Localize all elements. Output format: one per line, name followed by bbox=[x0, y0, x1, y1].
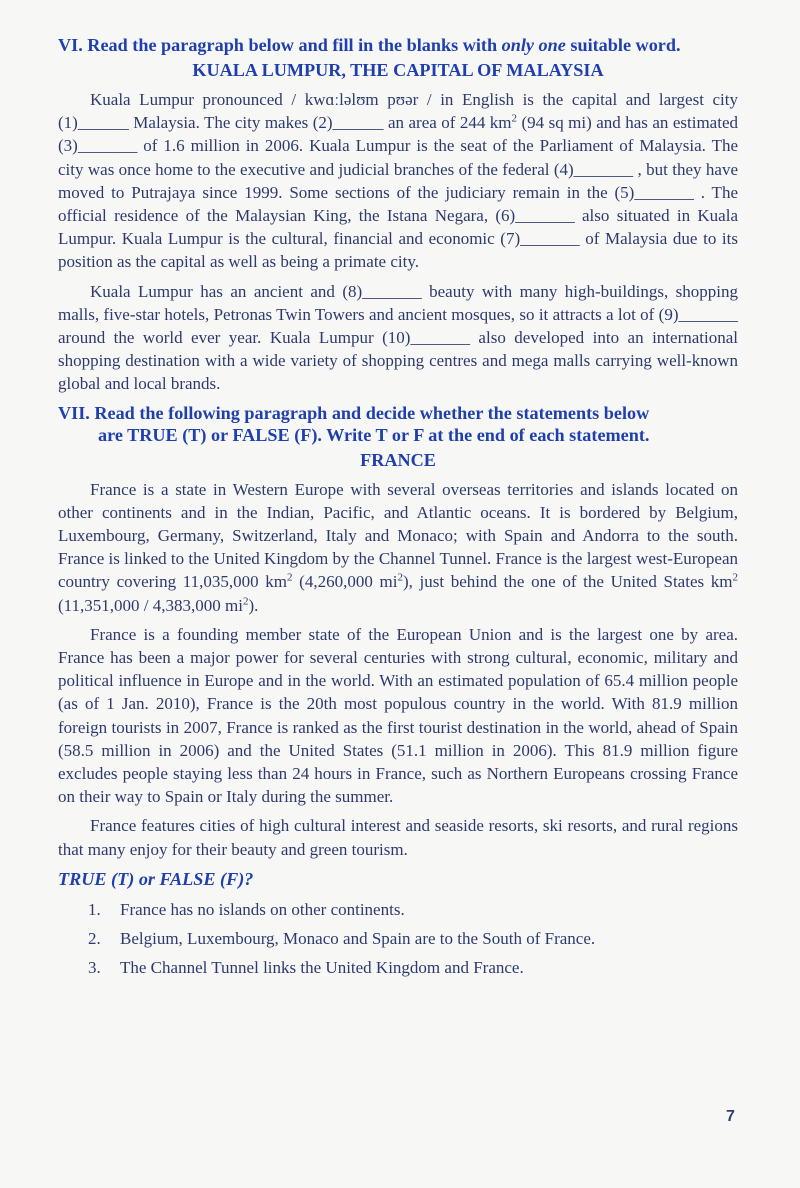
statement-number: 2. bbox=[88, 928, 101, 948]
section-7-instruction-line-2: are TRUE (T) or FALSE (F). Write T or F at the end of each statement. bbox=[98, 424, 650, 445]
kl-p1-text-cont: (94 sq mi) and has an estimated (3)_______ of 1.6 million in 2006. Kuala Lumpur is the seat of the Parliament of Malaysia. The city was once home to the executive and judicial branches of the federal (4)_______ , but they have moved to Putrajaya since 1999. Some sections of the judiciary remain in the (5)_______ . The official residence of the Malaysian King, the Istana Negara, (6)_______ also situated in Kuala Lumpur. Kuala Lumpur is the cultural, financial and economic (7)_______ of Malaysia due to its position as the capital as well as being a primate city. bbox=[58, 113, 738, 272]
kl-p1-text: Kuala Lumpur pronounced / kwɑːləlʊm pʊər / in English is the capital and largest city (1)______ Malaysia. The city makes (2)______ an area of 244 km bbox=[58, 90, 738, 133]
page-number: 7 bbox=[726, 1108, 735, 1125]
fr-p1-text-b: (4,260,000 mi bbox=[292, 572, 398, 592]
section-6-instruction-text: VI. Read the paragraph below and fill in the blanks with bbox=[58, 35, 502, 55]
kuala-lumpur-paragraph-1 bbox=[58, 88, 738, 274]
section-6-instruction-emphasis: only one bbox=[501, 35, 566, 55]
kuala-lumpur-paragraph-2: Kuala Lumpur has an ancient and (8)_______ beauty with many high-buildings, shopping malls, five-star hotels, Petronas Twin Towers and ancient mosques, so it attracts a lot of (9)_______ around the world ever year. Kuala Lumpur (10)_______ also developed into an international shopping destination with a wide variety of shopping centres and mega malls carrying well-known global and local brands. bbox=[58, 281, 738, 394]
france-paragraph-3: France features cities of high cultural interest and seaside resorts, ski resorts, and rural regions that many enjoy for their beauty and green tourism. bbox=[58, 816, 738, 859]
section-7-instruction-line-1: VII. Read the following paragraph and decide whether the statements below bbox=[58, 402, 650, 423]
fr-p1-sup-b: 2 bbox=[397, 571, 403, 584]
statement-text: Belgium, Luxembourg, Monaco and Spain are to the South of France. bbox=[120, 928, 596, 948]
list-item bbox=[88, 953, 738, 982]
statement-number: 3. bbox=[88, 957, 101, 977]
fr-p1-sup-a: 2 bbox=[287, 571, 293, 584]
fr-p1-text-a: France is a state in Western Europe with several overseas territories and islands located on other continents and in the Indian, Pacific, and Atlantic oceans. It is bordered by Belgium, Luxembourg, Germany, Switzerland, Italy and Monaco; with Spain and Andorra to the south. France is linked to the United Kingdom by the Channel Tunnel. France is the largest west-European country covering 11,035,000 km bbox=[58, 479, 738, 592]
true-false-title: TRUE (T) or FALSE (F)? bbox=[58, 868, 254, 889]
fr-p1-text-e: ). bbox=[248, 595, 259, 615]
true-false-statements bbox=[58, 895, 738, 982]
fr-p1-sup-d: 2 bbox=[242, 595, 249, 607]
page-content bbox=[58, 34, 738, 982]
fr-p1-sup-c: 2 bbox=[732, 571, 738, 584]
fr-p1-text-d: (11,351,000 / 4,383,000 mi bbox=[58, 595, 243, 615]
statement-text: France has no islands on other continents. bbox=[120, 899, 405, 919]
france-paragraph-2: France is a founding member state of the European Union and is the largest one by area. France has been a major power for several centuries with strong cultural, economic, military and political influence in Europe and in the world. With an estimated population of 65.4 million people (as of 1 Jan. 2010), France is the 20th most populous country in the world. With 81.9 million foreign tourists in 2007, France is ranked as the first tourist destination in the world, ahead of Spain (58.5 million in 2006) and the United States (51.1 million in 2006). This 81.9 million figure excludes people staying less than 24 hours in France, such as Northern Europeans crossing France on their way to Spain or Italy during the summer. bbox=[58, 624, 738, 807]
france-heading: FRANCE bbox=[360, 449, 436, 470]
france-paragraph-1 bbox=[58, 478, 738, 617]
section-6-instruction-text-end: suitable word. bbox=[565, 35, 681, 55]
statement-text: The Channel Tunnel links the United Kingdom and France. bbox=[120, 957, 524, 977]
fr-p1-text-c: ), just behind the one of the United States km bbox=[402, 572, 733, 592]
list-item bbox=[88, 895, 738, 924]
statement-number: 1. bbox=[88, 899, 101, 919]
list-item bbox=[88, 924, 738, 953]
kuala-lumpur-heading: KUALA LUMPUR, THE CAPITAL OF MALAYSIA bbox=[192, 60, 604, 80]
section-6-instruction bbox=[58, 34, 738, 56]
kl-p1-superscript: 2 bbox=[511, 112, 518, 125]
